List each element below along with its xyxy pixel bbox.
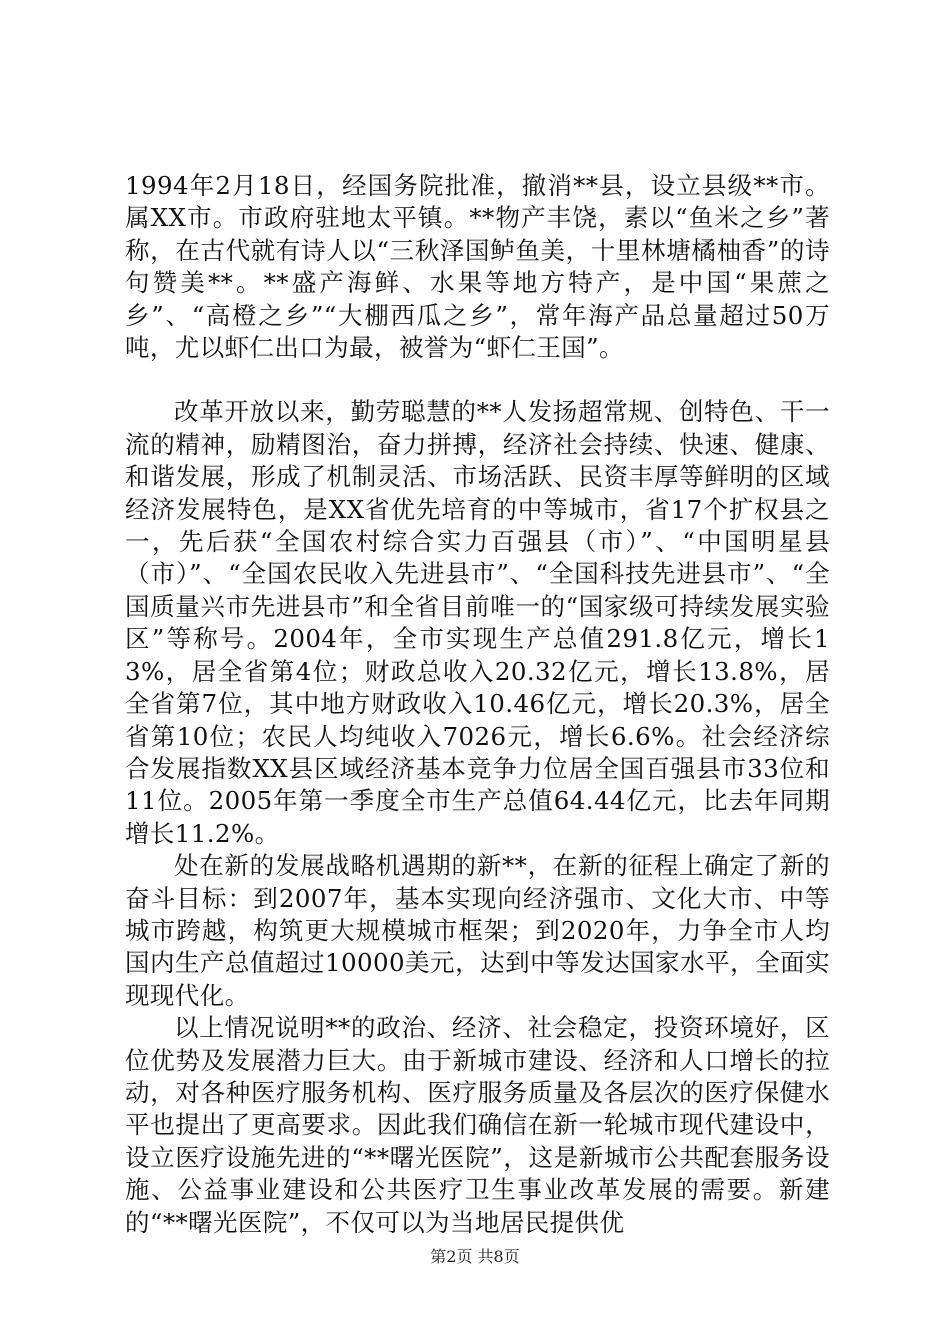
paragraph-spacer [125,364,830,396]
paragraph-hospital: 以上情况说明**的政治、经济、社会稳定，投资环境好，区位优势及发展潜力巨大。由于新城市建设、经济和人口增长的拉动，对各种医疗服务机构、医疗服务质量及各层次的医疗保健水平也提出了更高要求。因此我们确信在新一轮城市现代建设中，设立医疗设施先进的“**曙光医院”，这是新城市公共配套服务设施、公益事业建设和公共医疗卫生事业改革发展的需要。新建的“**曙光医院”，不仅可以为当地居民提供优 [125,1013,830,1237]
paragraph-goals: 处在新的发展战略机遇期的新**，在新的征程上确定了新的奋斗目标：到2007年，基本实现向经济强市、文化大市、中等城市跨越，构筑更大规模城市框架；到2020年，力争全市人均国内生产总值超过10000美元，达到中等发达国家水平，全面实现现代化。 [125,851,830,1010]
paragraph-intro: 1994年2月18日，经国务院批准，撤消**县，设立县级**市。属XX市。市政府驻地太平镇。**物产丰饶，素以“鱼米之乡”著称，在古代就有诗人以“三秋泽国鲈鱼美，十里林塘橘柚香”的诗句赞美**。**盛产海鲜、水果等地方特产，是中国“果蔗之乡”、“高橙之乡”“大棚西瓜之乡”，常年海产品总量超过50万吨，尤以虾仁出口为最，被誉为“虾仁王国”。 [125,171,830,363]
paragraph-reform: 改革开放以来，勤劳聪慧的**人发扬超常规、创特色、干一流的精神，励精图治，奋力拼搏，经济社会持续、快速、健康、和谐发展，形成了机制灵活、市场活跃、民资丰厚等鲜明的区域经济发展特色，是XX省优先培育的中等城市，省17个扩权县之一，先后获“全国农村综合实力百强县（市）”、“中国明星县（市）”、“全国农民收入先进县市”、“全国科技先进县市”、“全国质量兴市先进县市”和全省目前唯一的“国家级可持续发展实验区”等称号。2004年，全市实现生产总值291.8亿元，增长13%，居全省第4位；财政总收入20.32亿元，增长13.8%，居全省第7位，其中地方财政收入10.46亿元，增长20.3%，居全省第10位；农民人均纯收入7026元，增长6.6%。社会经济综合发展指数XX县区域经济基本竞争力位居全国百强县市33位和11位。2005年第一季度全市生产总值64.44亿元，比去年同期增长11.2%。 [125,397,830,848]
document-body [125,170,830,1239]
page-footer: 第2页 共8页 [430,1247,520,1266]
